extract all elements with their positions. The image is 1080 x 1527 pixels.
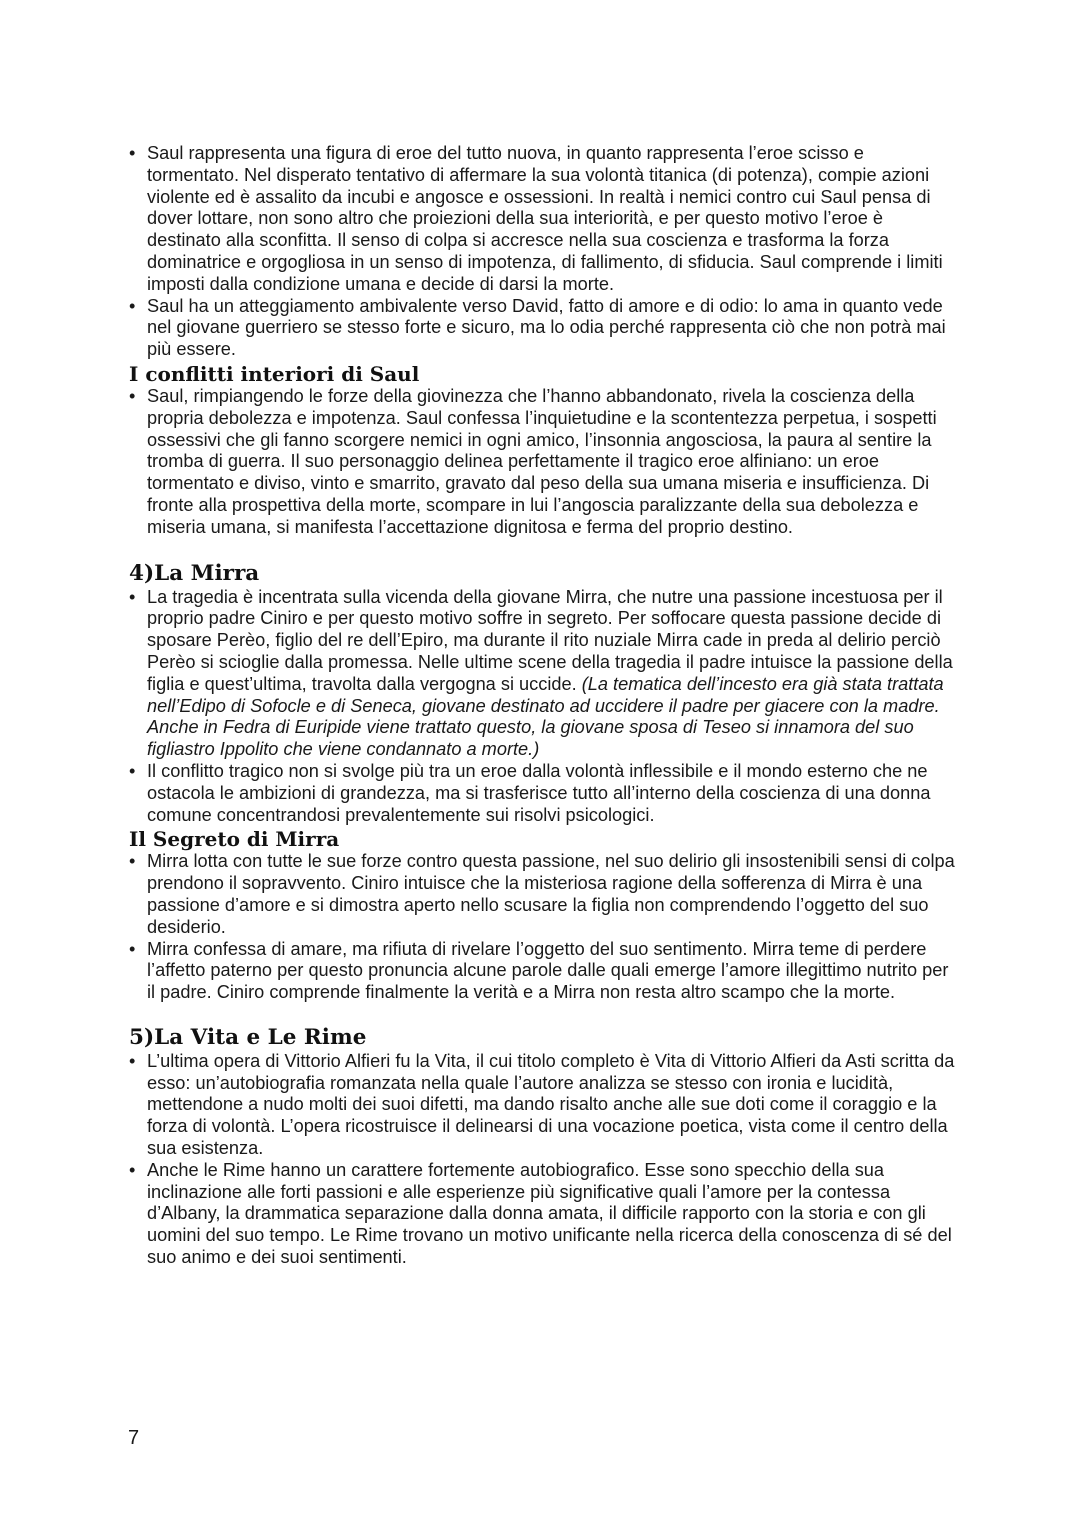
paragraph-text: Anche le Rime hanno un carattere fortemente autobiografico. Esse sono specchio della sua inclinazione alle forti passioni e alle esperienze più significative quali l’amore per la contessa d’Albany, la drammatica separazione dalla donna amata, il difficile rapporto con la storia e con gli uomini del suo tempo. Le Rime trovano un motivo unificante nella ricerca della conoscenza di sé del suo animo e dei suoi sentimenti. xyxy=(147,1159,952,1268)
paragraph-text: Saul ha un atteggiamento ambivalente verso David, fatto di amore e di odio: lo ama in quanto vede nel giovane guerriero se stesso forte e sicuro, ma lo odia perché rappresenta ciò che non potrà mai più essere. xyxy=(147,295,946,360)
segreto-bullet-list xyxy=(129,851,959,1004)
paragraph-text: Saul rappresenta una figura di eroe del tutto nuova, in quanto rappresenta l’eroe scisso e tormentato. Nel disperato tentativo di affermare la sua volontà titanica (di potenza), compie azioni violente ed è assalito da incubi e angosce e ossessioni. In realtà i nemici contro cui Saul pensa di dover lottare, non sono altro che proiezioni della sua interiorità, e per questo motivo l’eroe è destinato alla sconfitta. Il senso di colpa si accresce nella sua coscienza e trasforma la forza dominatrice e orgogliosa in un senso di impotenza, di fallimento, di sfiducia. Saul comprende i limiti imposti dalla condizione umana e decide di darsi la morte. xyxy=(147,143,943,294)
paragraph-text: Il conflitto tragico non si svolge più tra un eroe dalla volontà inflessibile e il mondo esterno che ne ostacola le ambizioni di grandezza, ma si trasferisce tutto all’interno della coscienza di una donna comune concentrandosi prevalentemente sui risolvi psicologici. xyxy=(147,760,931,825)
bullet-marker: • xyxy=(129,938,136,959)
bullet-marker: • xyxy=(129,760,136,781)
vita-bullet-list xyxy=(129,1051,959,1269)
list-item xyxy=(129,939,959,1004)
vita-section-heading: 5)La Vita e Le Rime xyxy=(129,1024,367,1050)
bullet-marker: • xyxy=(129,143,136,163)
conflitti-bullet-list xyxy=(129,386,959,539)
list-item xyxy=(129,851,959,938)
paragraph-text: Mirra confessa di amare, ma rifiuta di rivelare l’oggetto del suo sentimento. Mirra teme di perdere l’affetto paterno per questo pronuncia alcune parole dalle quali emerge l’amore illegittimo nutrito per il padre. Ciniro comprende finalmente la verità e a Mirra non resta altro scampo che la morte. xyxy=(147,938,949,1003)
italic-aside-text: (La tematica dell’incesto era già stata trattata nell’Edipo di Sofocle e di Seneca, giovane destinato ad uccidere il padre per giacere con la madre. Anche in Fedra di Euripide viene trattato questo, la giovane sposa di Teseo si innamora del suo figliastro Ippolito che viene condannato a morte.) xyxy=(147,673,944,760)
list-item xyxy=(129,296,959,361)
bullet-marker: • xyxy=(129,851,136,872)
bullet-marker: • xyxy=(129,586,136,607)
conflitti-heading: I conflitti interiori di Saul xyxy=(129,361,420,386)
mirra-bullet-list xyxy=(129,587,959,827)
list-item xyxy=(129,587,959,761)
page-content xyxy=(129,143,959,1269)
bullet-marker: • xyxy=(129,385,136,406)
list-item xyxy=(129,761,959,826)
paragraph-text: Mirra lotta con tutte le sue forze contro questa passione, nel suo delirio gli insostenibili sensi di colpa prendono il sopravvento. Ciniro intuisce che la misteriosa ragione della sofferenza di Mirra è una passione d’amore e si dimostra aperto nello scusare la figlia non comprendendo l’oggetto del suo desiderio. xyxy=(147,851,955,937)
list-item xyxy=(129,1160,959,1269)
section-spacer xyxy=(129,1004,959,1025)
paragraph-text: Saul, rimpiangendo le forze della giovinezza che l’hanno abbandonato, rivela la coscienza della propria debolezza e impotenza. Saul confessa l’inquietudine e la scontentezza perpetua, i sospetti ossessivi che gli fanno scorgere nemici in ogni amico, l’insonnia angosciosa, la paura al sentire la tromba di guerra. Il suo personaggio delinea perfettamente il tragico eroe alfiniano: un eroe tormentato e diviso, vinto e smarrito, gravato dal peso della sua umana miseria e insufficienza. Di fronte alla prospettiva della morte, scompare in lui l’angoscia paralizzante della sua debolezza e miseria umana, si manifesta l’accettazione dignitosa e ferma del proprio destino. xyxy=(147,385,937,537)
paragraph-text: L’ultima opera di Vittorio Alfieri fu la Vita, il cui titolo completo è Vita di Vittorio Alfieri da Asti scritta da esso: un’autobiografia romanzata nella quale l’autore analizza se stesso con ironia e lucidità, mettendone a nudo molti dei suoi difetti, ma dando risalto anche alle sue doti come il coraggio e la forza di volontà. L’opera ricostruisce il delinearsi di una vocazione poetica, vista come il centro della sua esistenza. xyxy=(147,1050,955,1159)
bullet-marker: • xyxy=(129,1050,136,1071)
list-item xyxy=(129,1051,959,1160)
list-item xyxy=(129,386,959,539)
segreto-heading: Il Segreto di Mirra xyxy=(129,827,340,852)
list-item xyxy=(129,143,959,296)
page-number: 7 xyxy=(128,1427,140,1449)
section-spacer xyxy=(129,539,959,561)
bullet-marker: • xyxy=(129,1159,136,1180)
mirra-section-heading: 4)La Mirra xyxy=(129,560,260,586)
bullet-marker: • xyxy=(129,295,136,316)
paragraph-text: La tragedia è incentrata sulla vicenda della giovane Mirra, che nutre una passione incestuosa per il proprio padre Ciniro e per questo motivo soffre in segreto. Per soffocare questa passione decide di sposare Perèo, figlio del re dell’Epiro, ma durante il rito nuziale Mirra cade in preda al delirio perciò Perèo si scioglie dalla promessa. Nelle ultime scene della tragedia il padre intuisce la passione della figlia e quest’ultima, travolta dalla vergogna si uccide. xyxy=(147,586,953,694)
saul-bullet-list xyxy=(129,143,959,361)
